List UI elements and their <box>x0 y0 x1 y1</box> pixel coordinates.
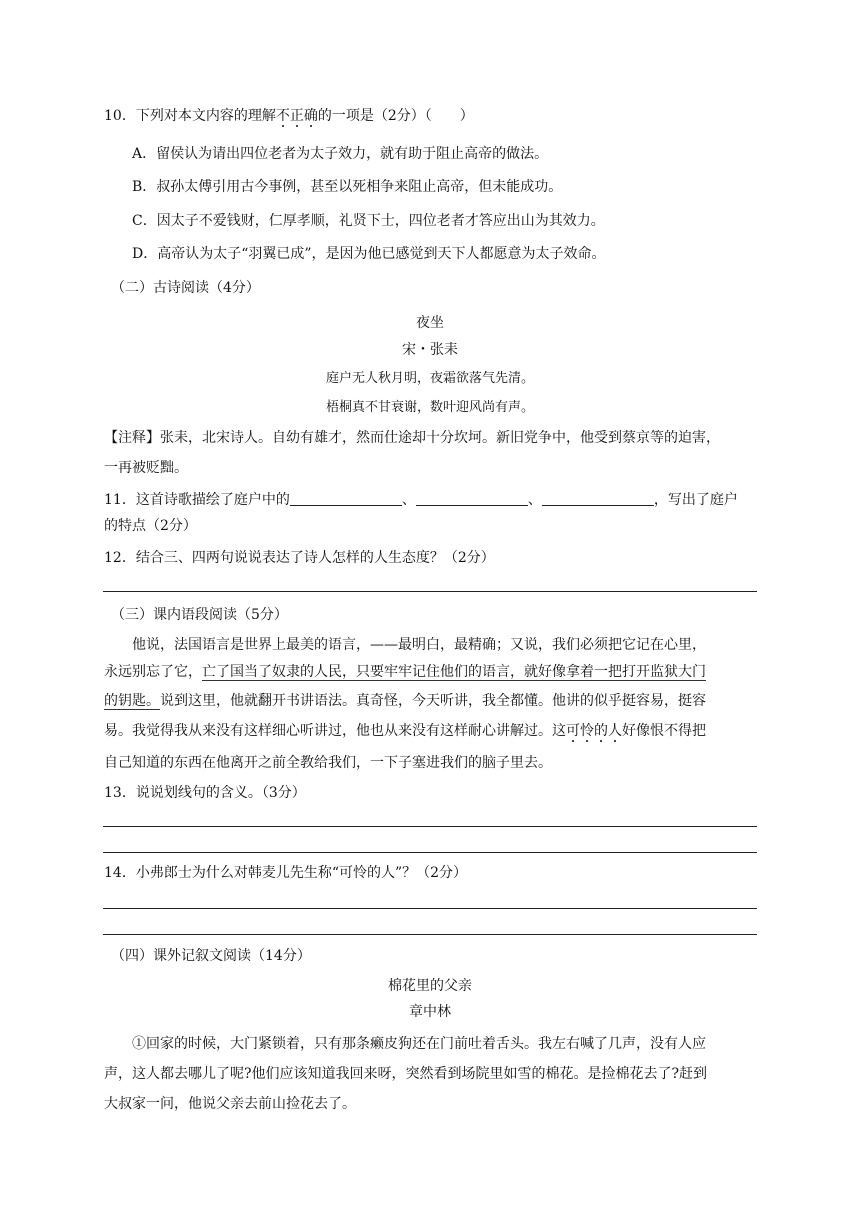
q10-option-a: A．留侯认为请出四位老者为太子效力，就有助于阻止高帝的做法。 <box>132 146 549 162</box>
emphasis-char: 可 <box>566 723 580 739</box>
passage-line: 他说，法国语言是世界上最美的语言，——最明白，最精确；又说，我们必须把它记在心里， <box>132 637 706 653</box>
section-heading: （四）课外记叙文阅读（14分） <box>111 948 311 964</box>
section-heading: （二）古诗阅读（4分） <box>111 280 260 296</box>
story-paragraph: ①回家的时候，大门紧锁着，只有那条癞皮狗还在门前吐着舌头。我左右喊了几声，没有人应 <box>132 1036 706 1052</box>
q10-option-b: B．叔孙太傅引用古今事例，甚至以死相争来阻止高帝，但未能成功。 <box>132 179 563 195</box>
underlined-sentence: 的钥匙。 <box>104 693 160 709</box>
passage-line: 的钥匙。说到这里，他就翻开书讲语法。真奇怪，今天听讲，我全都懂。他讲的似乎挺容易，挺容 <box>104 693 706 709</box>
emphasis-char: 不 <box>275 108 290 124</box>
answer-blank[interactable] <box>416 491 528 506</box>
answer-line[interactable] <box>103 591 757 592</box>
q13: 13．说说划线句的含义。（3分） <box>104 785 306 801</box>
q11: 11．这首诗歌描绘了庭户中的 、 、 ，写出了庭户 <box>104 492 738 508</box>
story-author: 章中林 <box>409 1004 451 1020</box>
answer-line[interactable] <box>103 852 757 853</box>
poem-line-1: 庭户无人秋月明，夜霜欲落气先清。 <box>325 371 534 386</box>
emphasis-char: 确 <box>303 108 318 124</box>
story-title: 棉花里的父亲 <box>388 978 472 994</box>
q10-option-c: C．因太子不爱钱财，仁厚孝顺，礼贤下士，四位老者才答应出山为其效力。 <box>132 213 605 229</box>
q11-cont: 的特点（2分） <box>104 518 197 534</box>
poem-note-cont: 一再被贬黜。 <box>104 460 188 476</box>
q10-option-d: D．高帝认为太子“羽翼已成”，是因为他已感觉到天下人都愿意为太子效命。 <box>132 246 606 262</box>
answer-blank[interactable] <box>290 491 402 506</box>
emphasis-char: 人 <box>608 723 622 739</box>
poem-line-2: 梧桐真不甘衰谢，数叶迎风尚有声。 <box>325 400 534 415</box>
q12: 12．结合三、四两句说说表达了诗人怎样的人生态度？（2分） <box>104 550 495 566</box>
poem-author: 宋・张耒 <box>402 342 458 358</box>
answer-blank[interactable] <box>542 491 654 506</box>
passage-line: 永远别忘了它，亡了国当了奴隶的人民，只要牢牢记住他们的语言，就好像拿着一把打开监狱大门 <box>104 664 706 680</box>
poem-title: 夜坐 <box>416 315 444 331</box>
underlined-sentence: 亡了国当了奴隶的人民，只要牢牢记住他们的语言，就好像拿着一把打开监狱大门 <box>202 664 706 680</box>
q10-stem: 10．下列对本文内容的理解不正确的一项是（2分）（ ） <box>104 108 474 124</box>
passage-line: 易。我觉得我从来没有这样细心听讲过，他也从来没有这样耐心讲解过。这可怜的人好像恨不得把 <box>104 723 706 739</box>
answer-line[interactable] <box>103 934 757 935</box>
story-paragraph: 大叔家一问，他说父亲去前山捡花去了。 <box>104 1096 356 1112</box>
poem-note: 【注释】张耒，北宋诗人。自幼有雄才，然而仕途却十分坎坷。新旧党争中，他受到蔡京等的迫害， <box>104 430 720 446</box>
emphasis-char: 正 <box>289 108 304 124</box>
emphasis-char: 怜 <box>580 723 594 739</box>
emphasis-char: 的 <box>594 723 608 739</box>
section-heading: （三）课内语段阅读（5分） <box>111 607 288 623</box>
answer-line[interactable] <box>103 826 757 827</box>
answer-line[interactable] <box>103 908 757 909</box>
passage-line: 自己知道的东西在他离开之前全教给我们，一下子塞进我们的脑子里去。 <box>104 755 552 771</box>
q14: 14．小弗郎士为什么对韩麦儿先生称“可怜的人”？（2分） <box>104 865 468 881</box>
story-paragraph: 声，这人都去哪儿了呢?他们应该知道我回来呀，突然看到场院里如雪的棉花。是捡棉花去了?赶到 <box>104 1066 708 1082</box>
